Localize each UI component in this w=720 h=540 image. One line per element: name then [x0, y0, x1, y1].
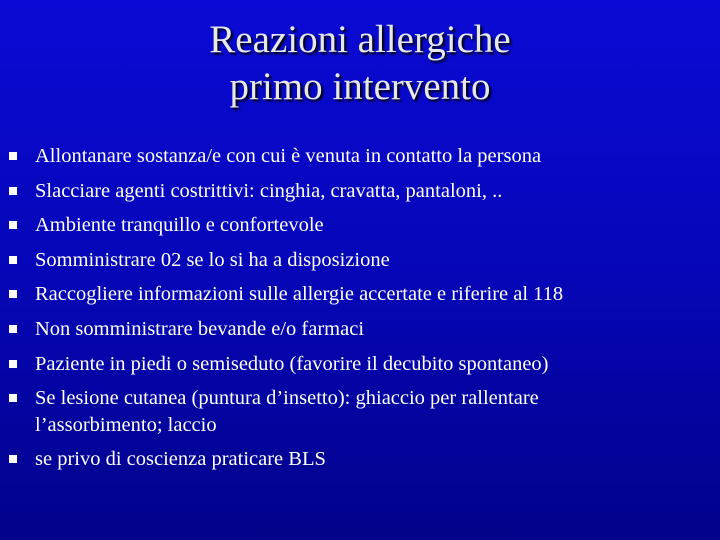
- bullet-item: [0, 139, 720, 174]
- slide-title-line-2: primo intervento: [229, 65, 491, 108]
- bullet-text: Allontanare sostanza/e con cui è venuta in contatto la persona: [35, 145, 542, 167]
- square-bullet-icon: [9, 455, 17, 463]
- square-bullet-icon: [9, 256, 17, 264]
- bullet-text: Se lesione cutanea (puntura d’insetto): ghiaccio per rallentare l’assorbimento; laccio: [35, 387, 539, 437]
- bullet-item: [0, 174, 720, 209]
- bullet-item: [0, 208, 720, 243]
- bullet-item: [0, 442, 720, 477]
- square-bullet-icon: [9, 325, 17, 333]
- bullet-list: [0, 139, 720, 477]
- bullet-text: se privo di coscienza praticare BLS: [35, 448, 326, 471]
- square-bullet-icon: [9, 394, 17, 402]
- square-bullet-icon: [9, 221, 17, 229]
- square-bullet-icon: [9, 187, 17, 195]
- bullet-text: Somministrare 02 se lo si ha a disposizione: [35, 248, 390, 271]
- slide-title: [0, 16, 720, 110]
- bullet-item: [0, 243, 720, 278]
- bullet-item: [0, 347, 720, 382]
- square-bullet-icon: [9, 152, 17, 160]
- square-bullet-icon: [9, 360, 17, 368]
- bullet-text: Ambiente tranquillo e confortevole: [35, 214, 324, 237]
- square-bullet-icon: [9, 290, 17, 298]
- bullet-text: Raccogliere informazioni sulle allergie accertate e riferire al 118: [35, 283, 564, 306]
- bullet-item: [0, 277, 720, 312]
- slide-title-line-1: Reazioni allergiche: [209, 18, 511, 61]
- bullet-item: [0, 381, 720, 442]
- bullet-item: [0, 312, 720, 347]
- bullet-text: Slacciare agenti costrittivi: cinghia, cravatta, pantaloni, ..: [35, 179, 503, 202]
- bullet-text: Non somministrare bevande e/o farmaci: [35, 317, 365, 340]
- bullet-text: Paziente in piedi o semiseduto (favorire il decubito spontaneo): [35, 352, 549, 375]
